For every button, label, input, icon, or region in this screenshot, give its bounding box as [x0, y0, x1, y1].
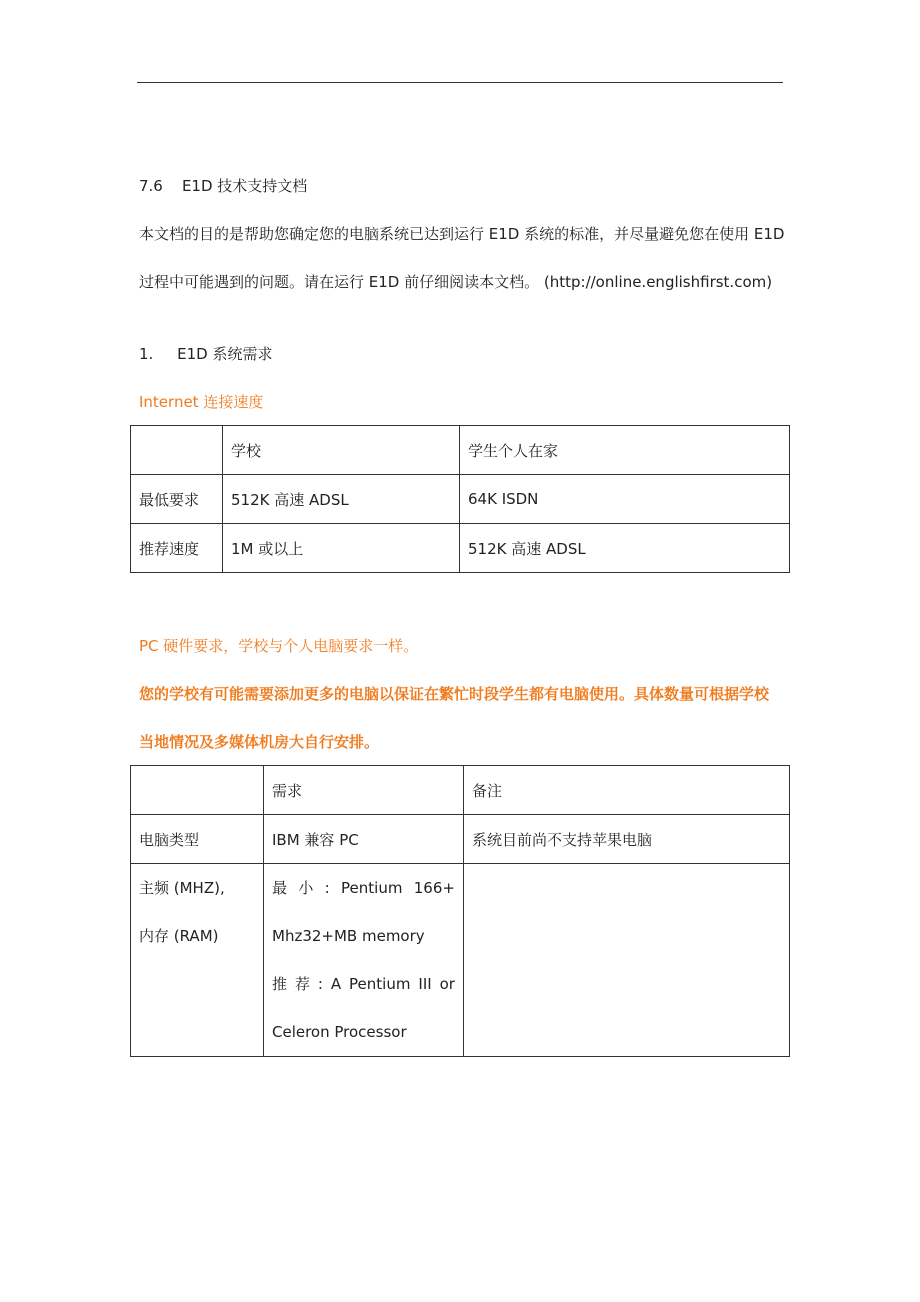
text-segment: 最	[272, 879, 288, 897]
minimum-requirement-detail: Mhz32+MB memory	[272, 927, 425, 945]
table-cell: 电脑类型	[131, 815, 264, 864]
table-cell: 64K ISDN	[460, 475, 790, 524]
text-segment: :	[324, 879, 330, 897]
minimum-requirement-line	[272, 864, 455, 912]
recommended-requirement-detail: Celeron Processor	[272, 1023, 407, 1041]
table-row	[131, 475, 790, 524]
table-row	[131, 815, 790, 864]
table-header-row	[131, 766, 790, 815]
text-segment: 小	[298, 879, 314, 897]
table-cell: 最低要求	[131, 475, 223, 524]
requirements-heading	[139, 344, 273, 364]
table-cell: 学校	[223, 426, 460, 475]
text-segment: III	[418, 975, 432, 993]
table-cell: 512K 高速 ADSL	[223, 475, 460, 524]
internet-speed-table	[130, 425, 790, 573]
table-cell	[131, 766, 264, 815]
section-title: E1D 技术支持文档	[181, 177, 308, 195]
table-cell: 学生个人在家	[460, 426, 790, 475]
table-cell: 系统目前尚不支持苹果电脑	[464, 815, 790, 864]
internet-speed-heading: Internet 连接速度	[139, 393, 264, 411]
section-heading	[139, 176, 307, 196]
table-cell: 推荐速度	[131, 524, 223, 573]
text-segment: 推	[272, 975, 288, 993]
hardware-table	[130, 765, 790, 1057]
intro-line-2: 过程中可能遇到的问题。请在运行 E1D 前仔细阅读本文档。 (http://online.englishfirst.com)	[139, 273, 773, 291]
table-cell: 512K 高速 ADSL	[460, 524, 790, 573]
intro-line-1: 本文档的目的是帮助您确定您的电脑系统已达到运行 E1D 系统的标准，并尽量避免您在使用 E1D	[139, 225, 785, 243]
header-rule	[137, 82, 783, 83]
table-row	[131, 864, 790, 1057]
ram-label: 内存 (RAM)	[139, 927, 219, 945]
table-cell	[131, 426, 223, 475]
table-cell-cpu-ram-note	[464, 864, 790, 1057]
text-segment: 荐	[294, 975, 310, 993]
requirements-title: E1D 系统需求	[177, 345, 273, 363]
hardware-heading: PC 硬件要求，学校与个人电脑要求一样。	[139, 637, 419, 655]
table-cell: 备注	[464, 766, 790, 815]
table-cell-cpu-ram-requirement	[264, 864, 464, 1057]
hardware-note-line-1: 您的学校有可能需要添加更多的电脑以保证在繁忙时段学生都有电脑使用。具体数量可根据学校	[139, 685, 770, 703]
hardware-note-line-2: 当地情况及多媒体机房大自行安排。	[139, 733, 380, 751]
table-row	[131, 524, 790, 573]
cpu-label: 主频 (MHZ),	[139, 879, 225, 897]
requirements-number: 1.	[139, 345, 154, 363]
table-cell: IBM 兼容 PC	[264, 815, 464, 864]
section-number: 7.6	[139, 177, 163, 195]
text-segment: or	[439, 975, 455, 993]
recommended-requirement-line	[272, 960, 455, 1008]
text-segment: A	[330, 975, 342, 993]
table-cell: 1M 或以上	[223, 524, 460, 573]
table-header-row	[131, 426, 790, 475]
text-segment: Pentium	[349, 975, 411, 993]
table-cell-cpu-ram-label	[131, 864, 264, 1057]
text-segment: Pentium	[341, 879, 403, 897]
text-segment: :	[317, 975, 323, 993]
text-segment: 166+	[413, 879, 455, 897]
table-cell: 需求	[264, 766, 464, 815]
